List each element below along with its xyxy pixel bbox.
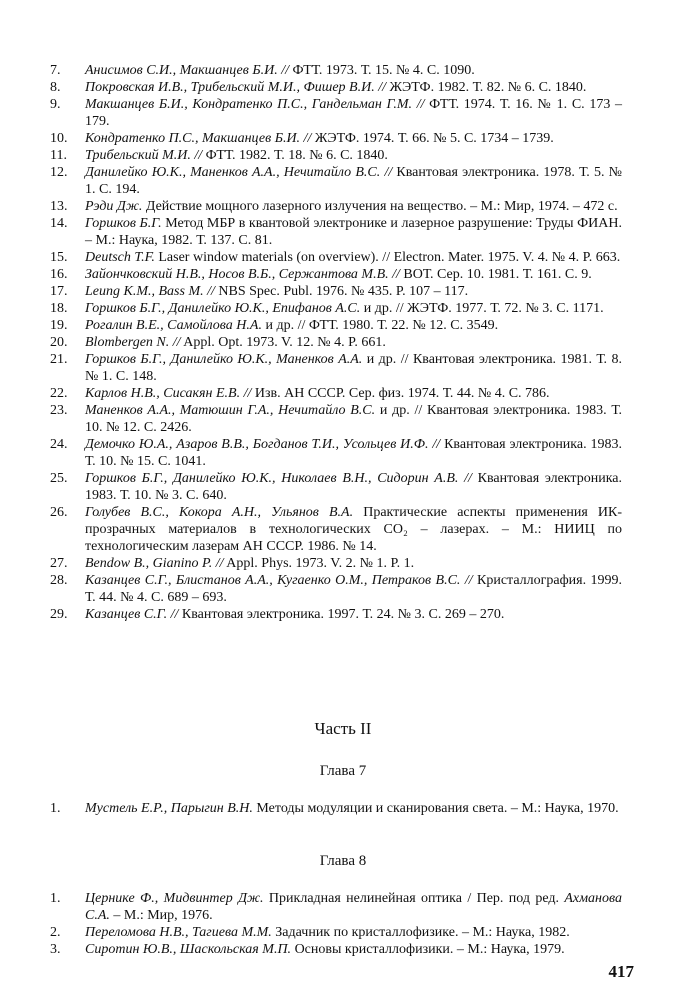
reference-number: 26. (50, 505, 68, 520)
reference-body (85, 249, 622, 266)
reference-authors: Рогалин В.Е., Самойлова Н.А. (85, 318, 262, 333)
reference-text: Appl. Opt. 1973. V. 12. № 4. P. 661. (180, 335, 386, 350)
reference-text: Задачник по кристаллофизике. – М.: Наука, 1982. (271, 925, 570, 940)
reference-body (85, 470, 622, 504)
reference-authors: Blombergen N. // (85, 335, 181, 350)
reference-authors: Карлов Н.В., Сисакян Е.В. // (85, 386, 252, 401)
reference-list-chapter7 (50, 800, 622, 817)
reference-authors: Bendow B., Gianino P. // (85, 556, 224, 571)
reference-authors: Маненков А.А., Матюшин Г.А., Нечитайло В.С. (85, 403, 376, 418)
reference-number: 29. (50, 607, 68, 622)
reference-text: и др. // ЖЭТФ. 1977. Т. 72. № 3. С. 1171. (360, 301, 604, 316)
reference-number: 20. (50, 335, 68, 350)
reference-authors: Казанцев С.Г., Блистанов А.А., Кугаенко О.М., Петраков В.С. // (85, 573, 473, 588)
reference-text: ФТТ. 1973. Т. 15. № 4. С. 1090. (288, 63, 475, 78)
reference-authors: Голубев В.С., Кокора А.Н., Ульянов В.А. (85, 505, 354, 520)
reference-tail: – М.: Мир, 1976. (109, 908, 213, 923)
reference-number: 15. (50, 250, 68, 265)
reference-body (85, 504, 622, 555)
reference-authors: Казанцев С.Г. // (85, 607, 179, 622)
reference-authors: Переломова Н.В., Тагиева М.М. (85, 925, 272, 940)
reference-text: Основы кристаллофизики. – М.: Наука, 1979. (291, 942, 565, 957)
reference-text: и др. // Квантовая электроника. 1981. Т. 8. № 1. С. 148. (85, 352, 622, 384)
reference-body (85, 572, 622, 606)
reference-number: 21. (50, 352, 68, 367)
reference-text: ФТТ. 1974. Т. 16. № 1. С. 173 – 179. (85, 97, 622, 129)
reference-number: 22. (50, 386, 68, 401)
reference-item (50, 385, 622, 402)
reference-number: 2. (50, 925, 61, 940)
reference-text: Кристаллография. 1999. Т. 44. № 4. С. 689 – 693. (85, 573, 622, 605)
reference-body (85, 96, 622, 130)
reference-text: Методы модуляции и сканирования света. – М.: Наука, 1970. (252, 801, 619, 816)
reference-list-chapter8 (50, 890, 622, 958)
part-title: Часть II (314, 719, 372, 738)
reference-item (50, 300, 622, 317)
reference-text: и др. // ФТТ. 1980. Т. 22. № 12. С. 3549. (261, 318, 499, 333)
reference-text: Действие мощного лазерного излучения на вещество. – М.: Мир, 1974. – 472 с. (142, 199, 618, 214)
reference-text: Прикладная нелинейная оптика / Пер. под ред. (263, 891, 565, 906)
reference-body (85, 351, 622, 385)
reference-item (50, 198, 622, 215)
reference-item (50, 470, 622, 504)
page-number: 417 (608, 962, 634, 981)
reference-text: Практические аспекты применения ИК-прозрачных материалов в технологических CO₂ – лазерах. – М.: НИИЦ по технологическим лазерам АН СССР. 1986. № 14. (85, 505, 622, 554)
reference-number: 28. (50, 573, 68, 588)
reference-number: 11. (50, 148, 67, 163)
reference-text: NBS Spec. Publ. 1976. № 435. P. 107 – 117. (214, 284, 469, 299)
reference-text: Квантовая электроника. 1983. Т. 10. № 3. С. 640. (85, 471, 623, 503)
reference-authors: Цернике Ф., Мидвинтер Дж. (85, 891, 264, 906)
chapter7-title: Глава 7 (319, 763, 367, 779)
reference-number: 17. (50, 284, 68, 299)
reference-authors: Демочко Ю.А., Азаров В.В., Богданов Т.И., Усольцев И.Ф. // (85, 437, 441, 452)
reference-body (85, 385, 622, 402)
reference-list-part1 (50, 62, 622, 623)
reference-item (50, 800, 622, 817)
reference-number: 10. (50, 131, 68, 146)
reference-authors: Горшков Б.Г., Данилейко Ю.К., Николаев В.Н., Сидорин А.В. // (85, 471, 472, 486)
reference-body (85, 555, 622, 572)
reference-item (50, 147, 622, 164)
reference-authors: Кондратенко П.С., Макшанцев Б.И. // (85, 131, 312, 146)
reference-authors: Deutsch T.F. (85, 250, 155, 265)
reference-text: Appl. Phys. 1973. V. 2. № 1. P. 1. (223, 556, 415, 571)
reference-number: 14. (50, 216, 68, 231)
reference-item (50, 164, 622, 198)
reference-item (50, 283, 622, 300)
reference-text: Изв. АН СССР. Сер. физ. 1974. Т. 44. № 4. С. 786. (251, 386, 550, 401)
reference-item (50, 351, 622, 385)
reference-authors: Leung K.M., Bass M. // (85, 284, 215, 299)
reference-number: 8. (50, 80, 61, 95)
reference-item (50, 130, 622, 147)
reference-editor: Ахманова С.А. (85, 891, 622, 923)
reference-text: Квантовая электроника. 1978. Т. 5. № 1. С. 194. (85, 165, 623, 197)
reference-body (85, 941, 622, 958)
reference-number: 18. (50, 301, 68, 316)
reference-text: Метод МБР в квантовой электронике и лазерное разрушение: Труды ФИАН. – М.: Наука, 1982. Т. 137. С. 81. (85, 216, 622, 248)
reference-number: 1. (50, 801, 61, 816)
reference-item (50, 79, 622, 96)
reference-authors: Рэди Дж. (85, 199, 143, 214)
reference-body (85, 130, 622, 147)
reference-authors: Покровская И.В., Трибельский М.И., Фишер В.И. // (85, 80, 386, 95)
reference-authors: Трибельский М.И. // (85, 148, 203, 163)
reference-body (85, 924, 622, 941)
reference-authors: Сиротин Ю.В., Шаскольская М.П. (85, 942, 292, 957)
reference-body (85, 402, 622, 436)
reference-body (85, 147, 622, 164)
reference-number: 27. (50, 556, 68, 571)
reference-number: 25. (50, 471, 68, 486)
reference-item (50, 215, 622, 249)
reference-body (85, 283, 622, 300)
reference-item (50, 555, 622, 572)
reference-item (50, 402, 622, 436)
reference-item (50, 606, 622, 623)
reference-authors: Анисимов С.И., Макшанцев Б.И. // (85, 63, 289, 78)
reference-item (50, 249, 622, 266)
reference-authors: Горшков Б.Г., Данилейко Ю.К., Маненков А.А. (85, 352, 363, 367)
reference-body (85, 266, 622, 283)
reference-body (85, 800, 622, 817)
reference-item (50, 941, 622, 958)
reference-item (50, 572, 622, 606)
reference-text: Квантовая электроника. 1983. Т. 10. № 15. С. 1041. (85, 437, 622, 469)
reference-item (50, 436, 622, 470)
reference-body (85, 300, 622, 317)
reference-number: 9. (50, 97, 61, 112)
reference-item (50, 317, 622, 334)
reference-item (50, 266, 622, 283)
reference-body (85, 198, 622, 215)
reference-text: ЖЭТФ. 1974. Т. 66. № 5. С. 1734 – 1739. (311, 131, 554, 146)
reference-body (85, 79, 622, 96)
reference-authors: Зайончковский Н.В., Носов В.Б., Сержантова М.В. // (85, 267, 400, 282)
reference-number: 1. (50, 891, 61, 906)
reference-item (50, 890, 622, 924)
reference-number: 23. (50, 403, 68, 418)
reference-body (85, 436, 622, 470)
reference-text: и др. // Квантовая электроника. 1983. Т. 10. № 12. С. 2426. (85, 403, 623, 435)
reference-item (50, 504, 622, 555)
reference-authors: Макшанцев Б.И., Кондратенко П.С., Гандельман Г.М. // (85, 97, 425, 112)
reference-body (85, 890, 622, 924)
reference-text: Квантовая электроника. 1997. Т. 24. № 3. С. 269 – 270. (178, 607, 505, 622)
reference-body (85, 164, 622, 198)
reference-item (50, 924, 622, 941)
reference-body (85, 62, 622, 79)
reference-body (85, 334, 622, 351)
reference-item (50, 334, 622, 351)
reference-body (85, 317, 622, 334)
reference-number: 3. (50, 942, 61, 957)
reference-authors: Мустель Е.Р., Парыгин В.Н. (85, 801, 253, 816)
reference-authors: Горшков Б.Г. (85, 216, 162, 231)
reference-number: 7. (50, 63, 61, 78)
reference-item (50, 96, 622, 130)
reference-number: 19. (50, 318, 68, 333)
reference-text: ВОТ. Сер. 10. 1981. Т. 161. С. 9. (399, 267, 592, 282)
reference-item (50, 62, 622, 79)
chapter8-title: Глава 8 (319, 853, 367, 869)
reference-body (85, 215, 622, 249)
reference-number: 16. (50, 267, 68, 282)
reference-number: 13. (50, 199, 68, 214)
reference-body (85, 606, 622, 623)
reference-text: ЖЭТФ. 1982. Т. 82. № 6. С. 1840. (385, 80, 587, 95)
reference-text: ФТТ. 1982. Т. 18. № 6. С. 1840. (202, 148, 388, 163)
reference-number: 12. (50, 165, 68, 180)
reference-number: 24. (50, 437, 68, 452)
reference-authors: Данилейко Ю.К., Маненков А.А., Нечитайло В.С. // (85, 165, 393, 180)
reference-text: Laser window materials (on overview). // Electron. Mater. 1975. V. 4. № 4. P. 663. (154, 250, 621, 265)
reference-authors: Горшков Б.Г., Данилейко Ю.К., Епифанов А.С. (85, 301, 361, 316)
